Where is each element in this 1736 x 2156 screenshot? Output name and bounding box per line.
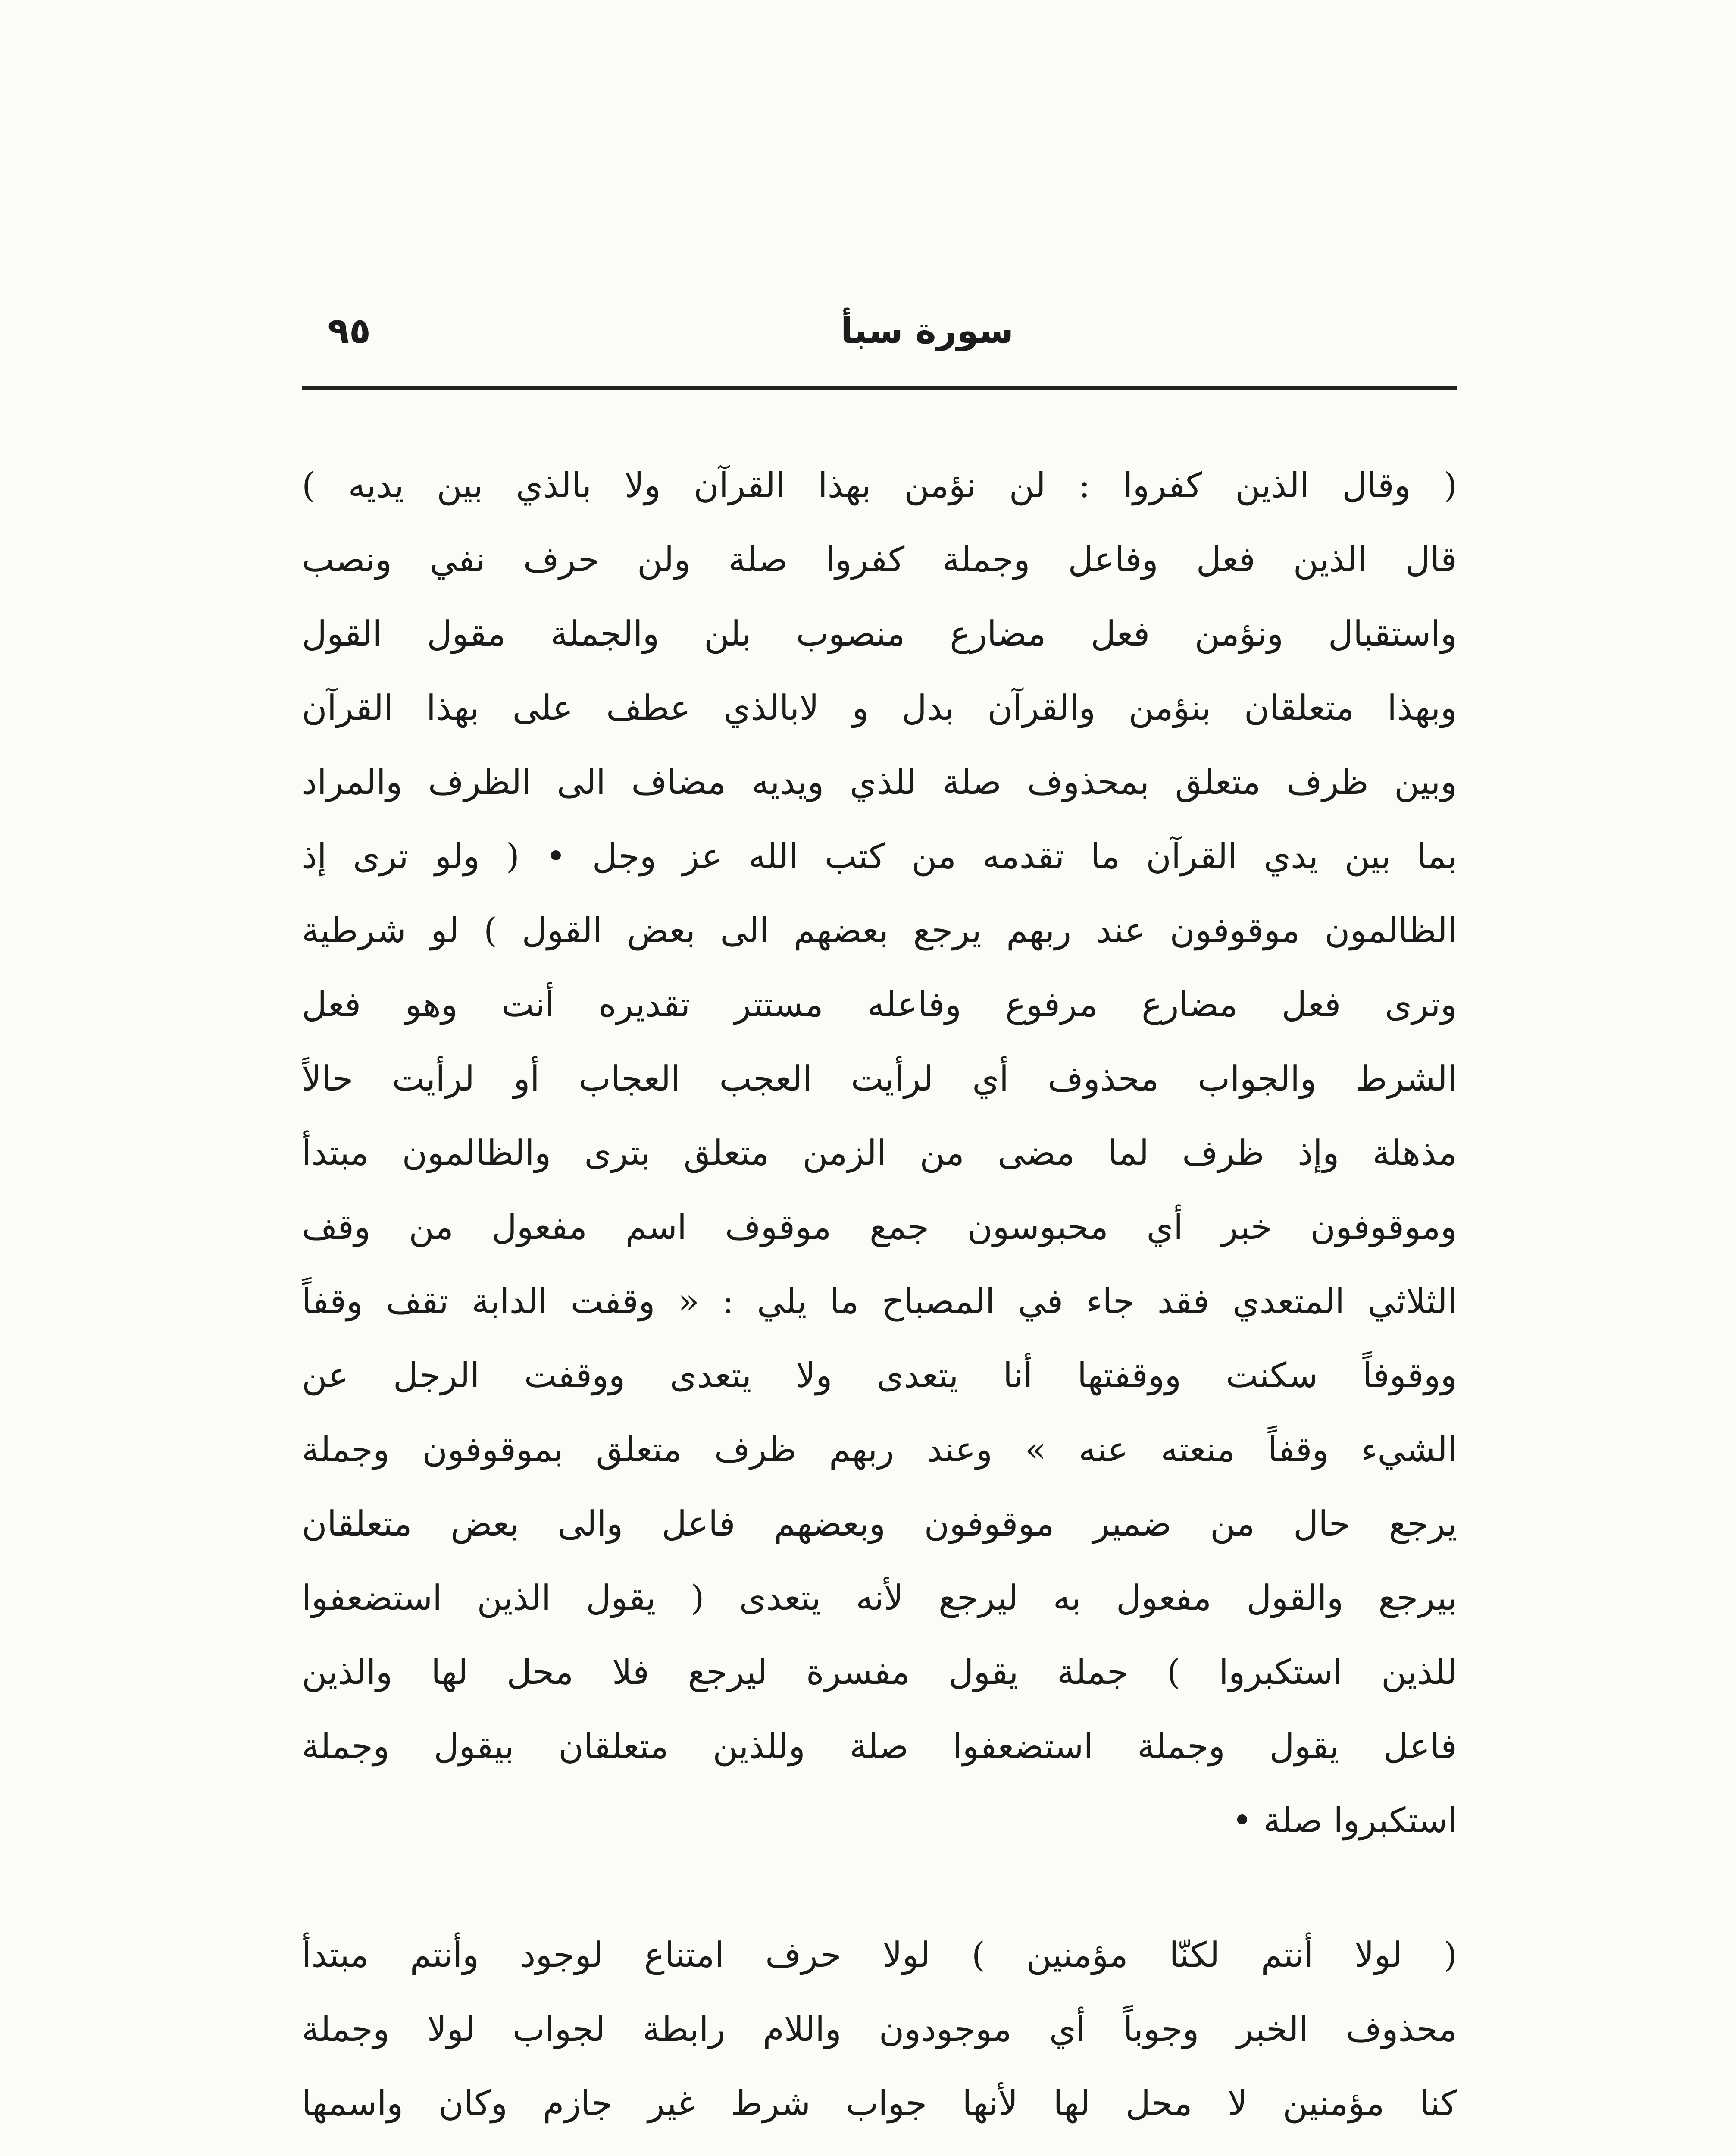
- text-line: مذهلة وإذ ظرف لما مضى من الزمن متعلق بترى والظالمون مبتدأ: [302, 1133, 1457, 1173]
- text-line: ( لولا أنتم لكنّا مؤمنين ) لولا حرف امتناع لوجود وأنتم مبتدأ: [302, 1935, 1457, 1975]
- text-line: الشيء وقفاً منعته عنه » وعند ربهم ظرف متعلق بموقوفون وجملة: [302, 1429, 1457, 1470]
- paragraph-gap: [302, 1858, 1457, 1918]
- paragraph-2: [302, 1918, 1457, 2156]
- text-line: الشرط والجواب محذوف أي لرأيت العجب العجاب أو لرأيت حالاً: [302, 1059, 1457, 1099]
- header-rule: [302, 386, 1457, 390]
- text-line: وبين ظرف متعلق بمحذوف صلة للذي ويديه مضاف الى الظرف والمراد: [302, 762, 1457, 802]
- running-title: سورة سبأ: [841, 310, 1014, 351]
- text-line: [302, 2140, 1457, 2156]
- text-line: كنا مؤمنين لا محل لها لأنها جواب شرط غير جازم وكان واسمها: [302, 2083, 1457, 2123]
- text-line: بيرجع والقول مفعول به ليرجع لأنه يتعدى ( يقول الذين استضعفوا: [302, 1578, 1457, 1618]
- text-line: وموقوفون خبر أي محبوسون جمع موقوف اسم مفعول من وقف: [302, 1207, 1457, 1247]
- text-line: يرجع حال من ضمير موقوفون وبعضهم فاعل والى بعض متعلقان: [302, 1504, 1457, 1544]
- text-line: محذوف الخبر وجوباً أي موجودون واللام رابطة لجواب لولا وجملة: [302, 2009, 1457, 2049]
- text-line: واستقبال ونؤمن فعل مضارع منصوب بلن والجملة مقول القول: [302, 614, 1457, 654]
- page-number: ٩٥: [328, 310, 371, 351]
- text-line: الظالمون موقوفون عند ربهم يرجع بعضهم الى بعض القول ) لو شرطية: [302, 910, 1457, 950]
- text-line: للذين استكبروا ) جملة يقول مفسرة ليرجع فلا محل لها والذين: [302, 1652, 1457, 1692]
- text-line: قال الذين فعل وفاعل وجملة كفروا صلة ولن حرف نفي ونصب: [302, 539, 1457, 580]
- text-line: وترى فعل مضارع مرفوع وفاعله مستتر تقديره أنت وهو فعل: [302, 984, 1457, 1025]
- paragraph-1: [302, 448, 1457, 1858]
- body-text: [302, 448, 1457, 2156]
- text-line: وبهذا متعلقان بنؤمن والقرآن بدل و لابالذي عطف على بهذا القرآن: [302, 688, 1457, 728]
- text-line: فاعل يقول وجملة استضعفوا صلة وللذين متعلقان بيقول وجملة: [302, 1726, 1457, 1766]
- text-line: ووقوفاً سكنت ووقفتها أنا يتعدى ولا يتعدى ووقفت الرجل عن: [302, 1355, 1457, 1395]
- text-line: استكبروا صلة •: [1232, 1800, 1457, 1840]
- text-line: الثلاثي المتعدي فقد جاء في المصباح ما يلي : « وقفت الدابة تقف وقفاً: [302, 1281, 1457, 1321]
- text-line: بما بين يدي القرآن ما تقدمه من كتب الله عز وجل • ( ولو ترى إذ: [302, 836, 1457, 876]
- text-line: ( وقال الذين كفروا : لن نؤمن بهذا القرآن ولا بالذي بين يديه ): [302, 465, 1457, 505]
- page-header: [302, 302, 1457, 388]
